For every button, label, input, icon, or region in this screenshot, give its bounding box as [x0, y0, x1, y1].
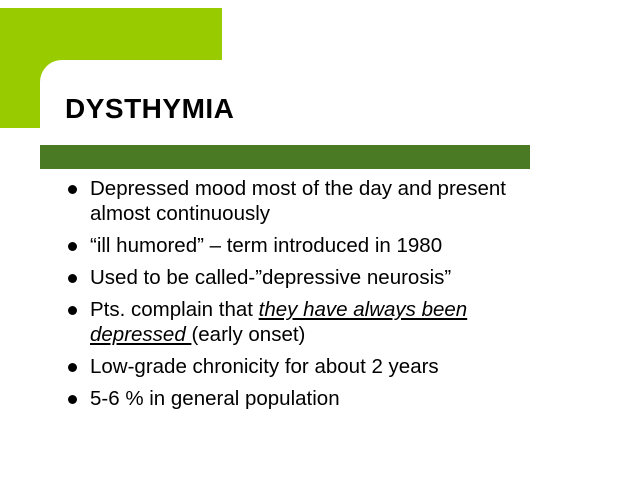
- bullet-emphasis: they have always been depressed: [90, 298, 468, 346]
- slide-title: DYSTHYMIA: [65, 93, 235, 124]
- bullet-dot-icon: [68, 274, 77, 283]
- bullet-item: [60, 176, 560, 226]
- bullet-dot-icon: [68, 395, 77, 404]
- bullet-dot-icon: [68, 185, 77, 194]
- bullet-item: [60, 354, 560, 379]
- bullet-text-before: Pts. complain that: [90, 298, 259, 321]
- bullet-text: “ill humored” – term introduced in 1980: [90, 234, 443, 257]
- bullet-dot-icon: [68, 363, 77, 372]
- bullet-text: 5-6 % in general population: [90, 387, 340, 410]
- bullet-text: Low-grade chronicity for about 2 years: [90, 355, 439, 378]
- bullet-dot-icon: [68, 306, 77, 315]
- bullet-item: [60, 265, 560, 290]
- title-underline-bar: [40, 145, 530, 169]
- bullet-text: Depressed mood most of the day and present almost continuously: [90, 177, 506, 225]
- bullet-list: [60, 176, 560, 418]
- bullet-text-after: (early onset): [191, 323, 306, 346]
- bullet-item: [60, 386, 560, 411]
- bullet-text: Used to be called-”depressive neurosis”: [90, 266, 452, 289]
- bullet-item: [60, 297, 560, 347]
- bullet-dot-icon: [68, 242, 77, 251]
- bullet-item: [60, 233, 560, 258]
